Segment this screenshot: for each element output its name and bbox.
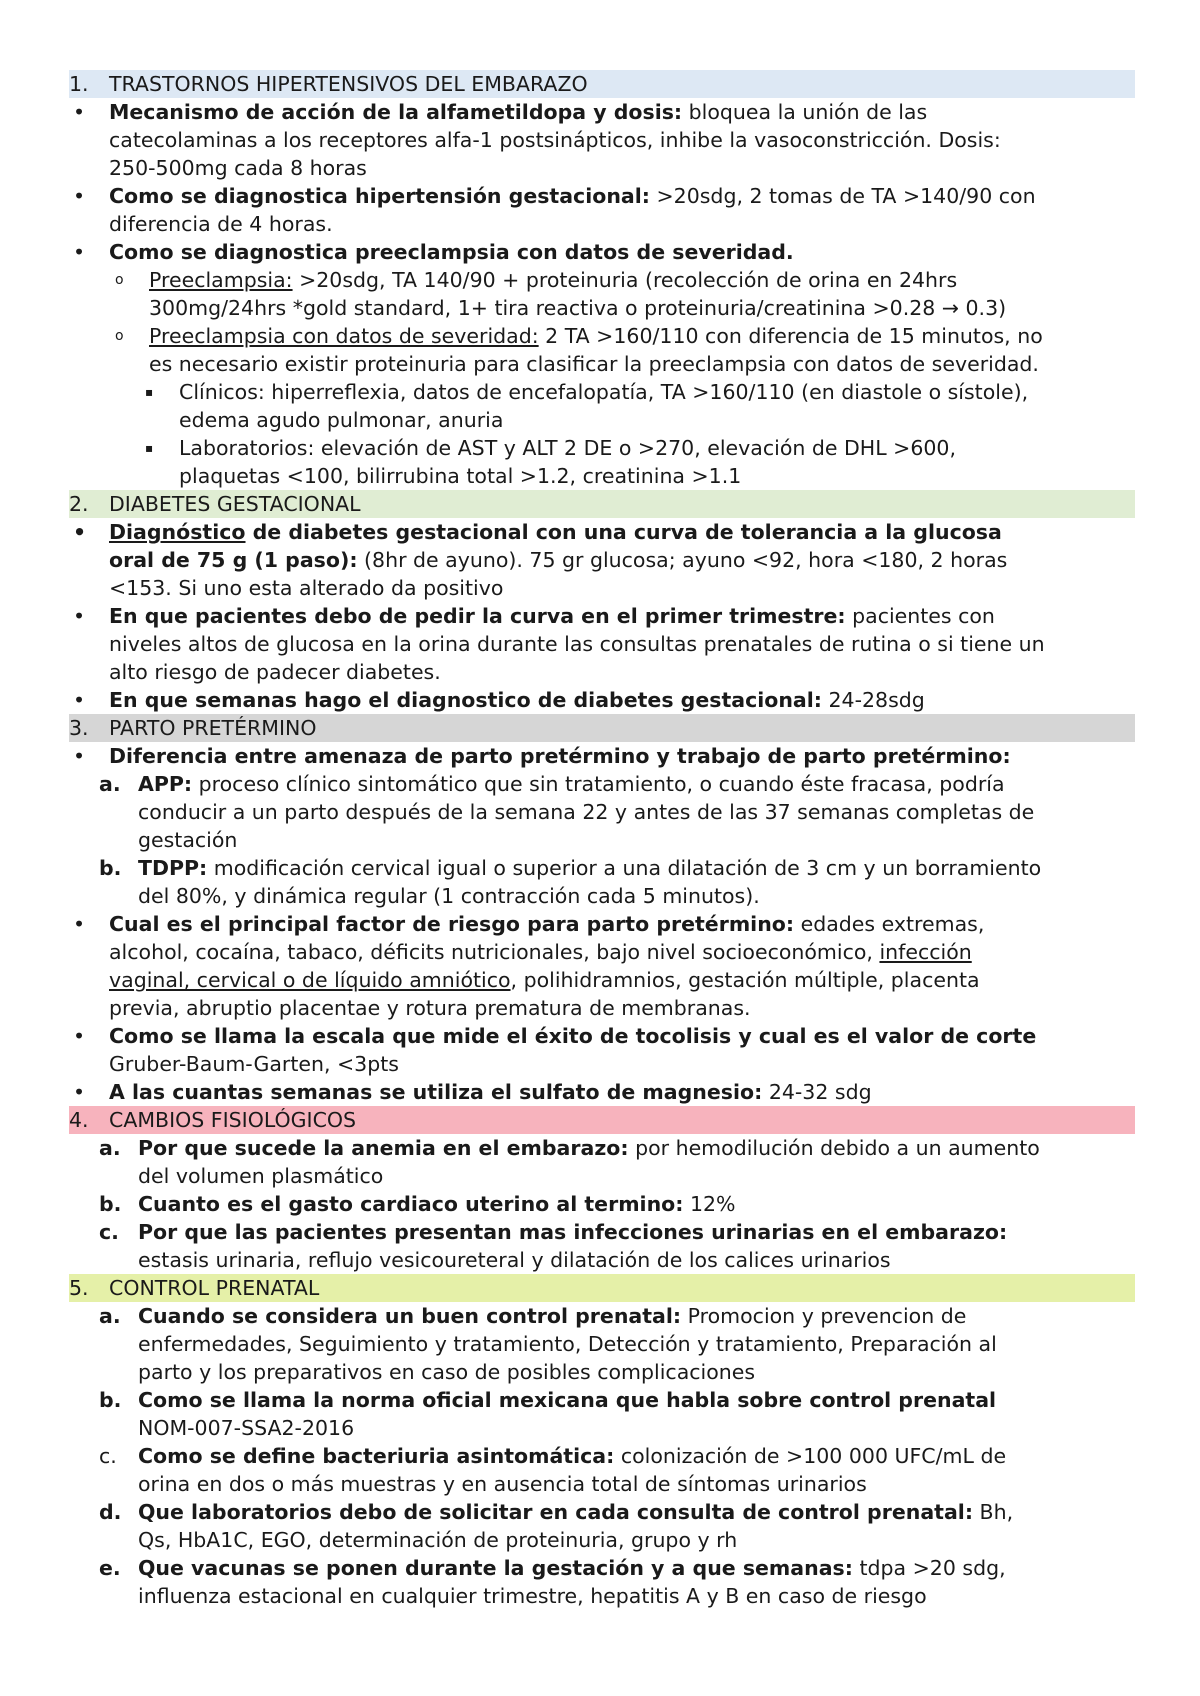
sub-sub-list-item: ▪ Laboratorios: elevación de AST y ALT 2 DE o >270, elevación de DHL >600, [145, 436, 956, 460]
sub-sub-list-item-continuation: plaquetas <100, bilirrubina total >1.2, creatinina >1.1 [179, 464, 742, 488]
lettered-item: b. Como se llama la norma oficial mexicana que habla sobre control prenatal [99, 1388, 997, 1412]
list-item: • Como se diagnostica hipertensión gestacional: >20sdg, 2 tomas de TA >140/90 con [73, 184, 1036, 208]
lettered-item-continuation: Qs, HbA1C, EGO, determinación de proteinuria, grupo y rh [138, 1528, 738, 1552]
lettered-item-continuation: estasis urinaria, reflujo vesicoureteral y dilatación de los calices urinarios [138, 1248, 891, 1272]
lettered-item: e. Que vacunas se ponen durante la gestación y a que semanas: tdpa >20 sdg, [99, 1556, 1006, 1580]
bullet-circle-icon: o [115, 328, 124, 344]
bullet-dot-icon: • [73, 240, 86, 264]
lettered-item-continuation: conducir a un parto después de la semana 22 y antes de las 37 semanas completas de [138, 800, 1035, 824]
lettered-item: a. Cuando se considera un buen control prenatal: Promocion y prevencion de [99, 1304, 967, 1328]
lettered-item-continuation: parto y los preparativos en caso de posibles complicaciones [138, 1360, 756, 1384]
bullet-square-icon: ▪ [145, 385, 154, 399]
lettered-item-continuation: enfermedades, Seguimiento y tratamiento, Detección y tratamiento, Preparación al [138, 1332, 997, 1356]
lettered-item: c. Por que las pacientes presentan mas infecciones urinarias en el embarazo: [99, 1220, 1008, 1244]
list-item: • Diferencia entre amenaza de parto pretérmino y trabajo de parto pretérmino: [73, 744, 1011, 768]
lettered-item-continuation: influenza estacional en cualquier trimestre, hepatitis A y B en caso de riesgo [138, 1584, 927, 1608]
section-header: 2. DIABETES GESTACIONAL [69, 490, 1135, 518]
list-item-continuation: oral de 75 g (1 paso): (8hr de ayuno). 75 gr glucosa; ayuno <92, hora <180, 2 horas [109, 548, 1008, 572]
lettered-item-continuation: NOM-007-SSA2-2016 [138, 1416, 355, 1440]
sub-list-item-continuation: es necesario existir proteinuria para clasificar la preeclampsia con datos de severidad. [149, 352, 1039, 376]
bullet-dot-icon: • [73, 184, 86, 208]
bullet-dot-icon: • [73, 1024, 86, 1048]
sub-list-item-continuation: 300mg/24hrs *gold standard, 1+ tira reactiva o proteinuria/creatinina >0.28 → 0.3) [149, 296, 1007, 320]
lettered-item: a. APP: proceso clínico sintomático que sin tratamiento, o cuando éste fracasa, podría [99, 772, 1005, 796]
sub-sub-list-item-continuation: edema agudo pulmonar, anuria [179, 408, 504, 432]
list-item-continuation: alcohol, cocaína, tabaco, déficits nutricionales, bajo nivel socioeconómico, infección [109, 940, 972, 964]
section-title: DIABETES GESTACIONAL [109, 492, 361, 516]
list-item: • Cual es el principal factor de riesgo para parto pretérmino: edades extremas, [73, 912, 985, 936]
bullet-dot-icon: • [73, 604, 86, 628]
section-title: PARTO PRETÉRMINO [109, 716, 317, 740]
list-item: • A las cuantas semanas se utiliza el sulfato de magnesio: 24-32 sdg [73, 1080, 872, 1104]
bullet-dot-icon: • [73, 520, 87, 544]
section-title: CONTROL PRENATAL [109, 1276, 320, 1300]
section-header: 5. CONTROL PRENATAL [69, 1274, 1135, 1302]
list-item: • Como se diagnostica preeclampsia con datos de severidad. [73, 240, 794, 264]
lettered-item: c. Como se define bacteriuria asintomática: colonización de >100 000 UFC/mL de [99, 1444, 1007, 1468]
lettered-item-continuation: del volumen plasmático [138, 1164, 384, 1188]
section-header: 3. PARTO PRETÉRMINO [69, 714, 1135, 742]
lettered-item: b. TDPP: modificación cervical igual o superior a una dilatación de 3 cm y un borramiento [99, 856, 1042, 880]
bullet-dot-icon: • [73, 688, 86, 712]
lettered-item: b. Cuanto es el gasto cardiaco uterino al termino: 12% [99, 1192, 736, 1216]
lettered-item-continuation: del 80%, y dinámica regular (1 contracción cada 5 minutos). [138, 884, 760, 908]
list-item-continuation: vaginal, cervical o de líquido amniótico, polihidramnios, gestación múltiple, placenta [109, 968, 980, 992]
lettered-item-continuation: gestación [138, 828, 238, 852]
list-item-continuation: catecolaminas a los receptores alfa-1 postsinápticos, inhibe la vasoconstricción. Dosis: [109, 128, 1001, 152]
list-item-continuation: <153. Si uno esta alterado da positivo [109, 576, 504, 600]
sub-list-item: o Preeclampsia: >20sdg, TA 140/90 + proteinuria (recolección de orina en 24hrs [115, 268, 958, 292]
bullet-square-icon: ▪ [145, 441, 154, 455]
bullet-dot-icon: • [73, 744, 86, 768]
list-item-continuation: Gruber-Baum-Garten, <3pts [109, 1052, 399, 1076]
list-item-continuation: previa, abruptio placentae y rotura prematura de membranas. [109, 996, 751, 1020]
list-item: • Diagnóstico de diabetes gestacional con una curva de tolerancia a la glucosa [73, 520, 1002, 544]
list-item: • En que pacientes debo de pedir la curva en el primer trimestre: pacientes con [73, 604, 995, 628]
list-item-continuation: diferencia de 4 horas. [109, 212, 333, 236]
list-item: • Como se llama la escala que mide el éxito de tocolisis y cual es el valor de corte [73, 1024, 1037, 1048]
lettered-item-continuation: orina en dos o más muestras y en ausencia total de síntomas urinarios [138, 1472, 867, 1496]
list-item-continuation: 250-500mg cada 8 horas [109, 156, 367, 180]
list-item: • Mecanismo de acción de la alfametildopa y dosis: bloquea la unión de las [73, 100, 928, 124]
list-item-continuation: niveles altos de glucosa en la orina durante las consultas prenatales de rutina o si tiene un [109, 632, 1045, 656]
lettered-item: d. Que laboratorios debo de solicitar en cada consulta de control prenatal: Bh, [99, 1500, 1014, 1524]
bullet-circle-icon: o [115, 272, 124, 288]
sub-sub-list-item: ▪ Clínicos: hiperreflexia, datos de encefalopatía, TA >160/110 (en diastole o sístole), [145, 380, 1029, 404]
document-page [69, 70, 1135, 1610]
bullet-dot-icon: • [73, 1080, 86, 1104]
bullet-dot-icon: • [73, 912, 86, 936]
section-title: TRASTORNOS HIPERTENSIVOS DEL EMBARAZO [109, 72, 588, 96]
bullet-dot-icon: • [73, 100, 86, 124]
section-header: 1. TRASTORNOS HIPERTENSIVOS DEL EMBARAZO [69, 70, 1135, 98]
section-header: 4. CAMBIOS FISIOLÓGICOS [69, 1106, 1135, 1134]
lettered-item: a. Por que sucede la anemia en el embarazo: por hemodilución debido a un aumento [99, 1136, 1040, 1160]
sub-list-item: o Preeclampsia con datos de severidad: 2 TA >160/110 con diferencia de 15 minutos, no [115, 324, 1043, 348]
section-title: CAMBIOS FISIOLÓGICOS [109, 1108, 357, 1132]
list-item-continuation: alto riesgo de padecer diabetes. [109, 660, 441, 684]
list-item: • En que semanas hago el diagnostico de diabetes gestacional: 24-28sdg [73, 688, 925, 712]
